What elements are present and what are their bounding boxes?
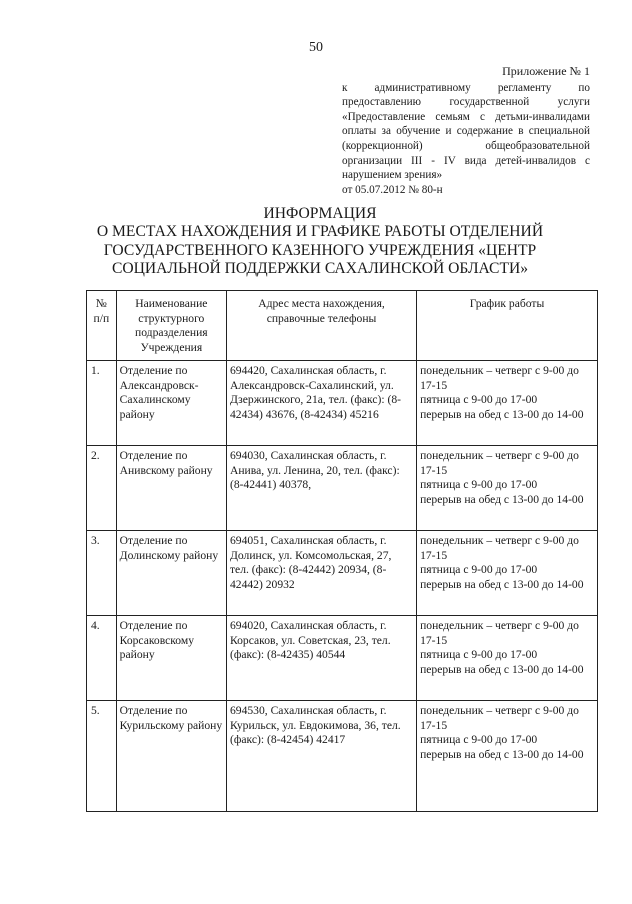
row-name: Отделение по Анивскому району	[116, 446, 226, 531]
heading-line-1: ИНФОРМАЦИЯ	[263, 205, 377, 222]
appendix-title: Приложение № 1	[502, 64, 590, 78]
row-name: Отделение по Долинскому району	[116, 531, 226, 616]
schedule-line: пятница с 9-00 до 17-00	[420, 393, 538, 407]
schedule-line: перерыв на обед с 13-00 до 14-00	[420, 492, 584, 506]
row-num: 3.	[87, 531, 117, 616]
row-schedule	[417, 701, 598, 812]
header-num: № п/п	[87, 291, 117, 361]
row-name: Отделение по Курильскому району	[116, 701, 226, 812]
schedule-line: пятница с 9-00 до 17-00	[420, 733, 538, 747]
schedule-line: перерыв на обед с 13-00 до 14-00	[420, 662, 584, 676]
row-schedule	[417, 531, 598, 616]
table-row	[87, 616, 598, 701]
row-num: 5.	[87, 701, 117, 812]
schedule-line: понедельник – четверг с 9-00 до 17-15	[420, 364, 579, 392]
schedule-line: пятница с 9-00 до 17-00	[420, 648, 538, 662]
row-address: 694530, Сахалинская область, г. Курильск, ул. Евдокимова, 36, тел. (факс): (8-42454) 42417	[226, 701, 416, 812]
row-address: 694051, Сахалинская область, г. Долинск, ул. Комсомольская, 27, тел. (факс): (8-42442) 20934, (8-42442) 20932	[226, 531, 416, 616]
schedule-line: пятница с 9-00 до 17-00	[420, 563, 538, 577]
header-address: Адрес места нахождения, справочные телефоны	[226, 291, 416, 361]
schedule-line: понедельник – четверг с 9-00 до 17-15	[420, 449, 579, 477]
row-schedule	[417, 446, 598, 531]
document-heading	[40, 205, 600, 279]
row-name: Отделение по Корсаковскому району	[116, 616, 226, 701]
heading-line-4: СОЦИАЛЬНОЙ ПОДДЕРЖКИ САХАЛИНСКОЙ ОБЛАСТИ»	[111, 260, 529, 278]
schedule-line: перерыв на обед с 13-00 до 14-00	[420, 747, 584, 761]
appendix-date: от 05.07.2012 № 80-н	[342, 183, 443, 196]
heading-line-2: О МЕСТАХ НАХОЖДЕНИЯ И ГРАФИКЕ РАБОТЫ ОТДЕЛЕНИЙ	[96, 223, 544, 241]
row-name: Отделение по Александровск-Сахалинскому району	[116, 361, 226, 446]
appendix-block	[342, 64, 590, 197]
row-address: 694030, Сахалинская область, г. Анива, ул. Ленина, 20, тел. (факс): (8-42441) 40378,	[226, 446, 416, 531]
table-row	[87, 701, 598, 812]
table-row	[87, 361, 598, 446]
schedule-line: понедельник – четверг с 9-00 до 17-15	[420, 704, 579, 732]
table-row	[87, 531, 598, 616]
header-name: Наименование структурного подразделения Учреждения	[116, 291, 226, 361]
schedule-line: понедельник – четверг с 9-00 до 17-15	[420, 534, 579, 562]
header-schedule: График работы	[417, 291, 598, 361]
row-num: 1.	[87, 361, 117, 446]
page-number: 50	[309, 40, 323, 55]
heading-line-3: ГОСУДАРСТВЕННОГО КАЗЕННОГО УЧРЕЖДЕНИЯ «ЦЕНТР	[103, 241, 537, 259]
row-address: 694420, Сахалинская область, г. Александровск-Сахалинский, ул. Дзержинского, 21а, тел. (факс): (8-42434) 43676, (8-42434) 45216	[226, 361, 416, 446]
schedule-line: перерыв на обед с 13-00 до 14-00	[420, 577, 584, 591]
schedule-line: понедельник – четверг с 9-00 до 17-15	[420, 619, 579, 647]
appendix-description: к административному регламенту по предоставлению государственной услуги «Предоставление семьям с детьми-инвалидами оплаты за обучение и содержание в специальной (коррекционной) общеобразовательной организации III - IV вида детей-инвалидов с нарушением зрения»	[342, 81, 590, 182]
schedule-line: перерыв на обед с 13-00 до 14-00	[420, 407, 584, 421]
row-num: 2.	[87, 446, 117, 531]
row-schedule	[417, 361, 598, 446]
row-address: 694020, Сахалинская область, г. Корсаков, ул. Советская, 23, тел. (факс): (8-42435) 40544	[226, 616, 416, 701]
schedule-line: пятница с 9-00 до 17-00	[420, 478, 538, 492]
row-num: 4.	[87, 616, 117, 701]
row-schedule	[417, 616, 598, 701]
departments-table	[86, 290, 598, 812]
table-row	[87, 446, 598, 531]
table-header-row	[87, 291, 598, 361]
